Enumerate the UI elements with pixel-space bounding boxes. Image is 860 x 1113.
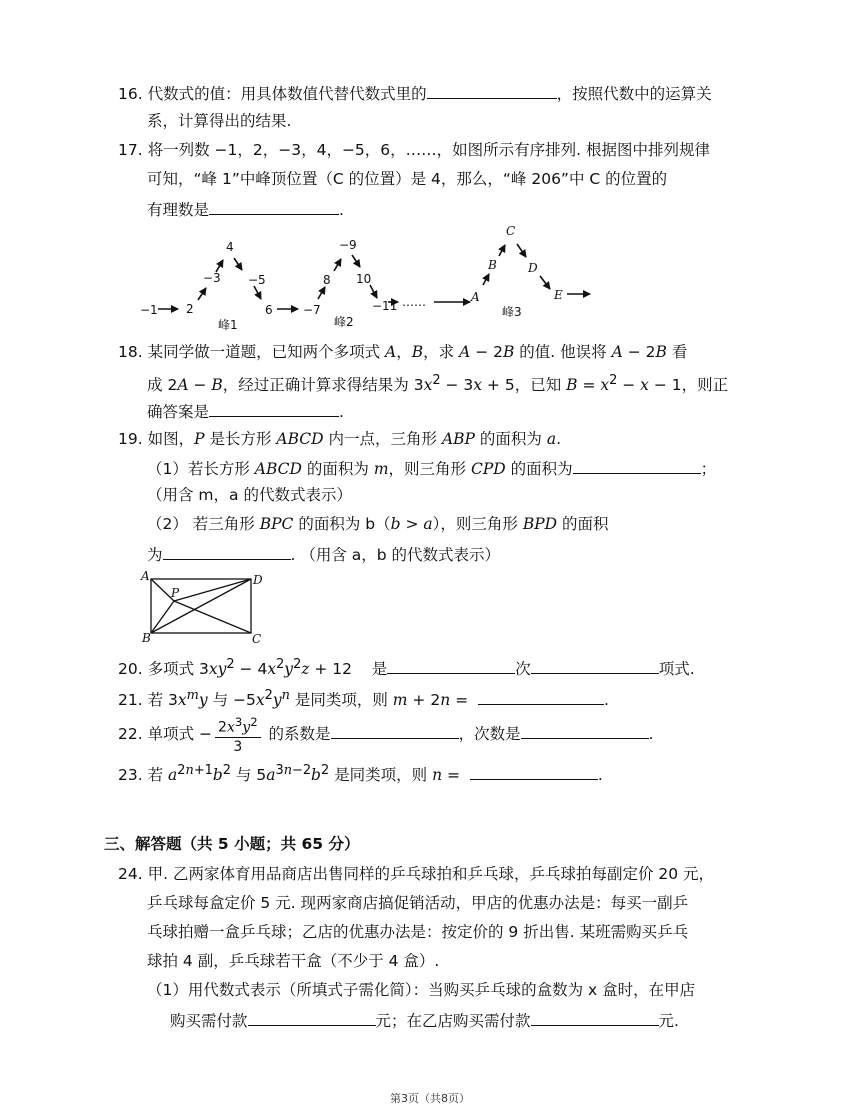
q21-number: 21. — [118, 691, 143, 710]
q19-line2: （1）若长方形 ABCD 的面积为 m，则三角形 CPD 的面积为 ； — [147, 456, 716, 480]
q17-number: 17. — [118, 141, 143, 159]
fig17-letter-D: D — [528, 261, 538, 275]
fig17-num-minus11: −11 — [372, 299, 398, 313]
q17-line1: 17. 将一列数 −1，2，−3，4，−5，6，……，如图所示有序排列. 根据图中排列规律 — [118, 141, 711, 159]
q19-line5: 为 . （用含 a，b 的代数式表示） — [147, 542, 500, 566]
q24-line6: 购买需付款 元；在乙店购买需付款 元. — [170, 1008, 679, 1032]
q22-line: 22. 单项式 − $\frac{2x^3y^2}{3}$ 的系数是 ，次数是 . — [118, 715, 654, 755]
fig19-label-D: D — [253, 573, 263, 587]
rectangle-figure — [138, 568, 268, 648]
q16-line2: 系，计算得出的结果. — [147, 112, 292, 130]
fig17-dots: …… — [402, 295, 426, 309]
fig17-peak1: 峰1 — [218, 318, 238, 332]
fig19-label-A: A — [141, 569, 150, 583]
q23-number: 23. — [118, 766, 143, 785]
fig17-peak2: 峰2 — [334, 315, 354, 329]
q19-line4: （2） 若三角形 BPC 的面积为 b（b > a），则三角形 BPD 的面积 — [147, 515, 609, 533]
q16-line1: 16. 代数式的值：用具体数值代替代数式里的 ，按照代数中的运算关 — [118, 81, 712, 105]
q18-line1: 18. 某同学做一道题，已知两个多项式 A，B，求 A − 2B 的值. 他误将 A − 2B 看 — [118, 343, 688, 361]
fig17-num-minus3: −3 — [203, 271, 221, 285]
q19-number: 19. — [118, 430, 143, 448]
q18-line3: 确答案是 . — [147, 399, 344, 423]
q18-number: 18. — [118, 343, 143, 361]
q20-blank-2[interactable] — [531, 656, 659, 674]
q24-blank-2[interactable] — [531, 1008, 659, 1026]
q24-line2: 乒乓球每盒定价 5 元. 现两家商店搞促销活动，甲店的优惠办法是：每买一副乒 — [147, 894, 689, 912]
fig17-num-minus9: −9 — [339, 238, 357, 252]
q17-line2: 可知，“峰 1”中峰顶位置（C 的位置）是 4，那么，“峰 206”中 C 的位置的 — [147, 170, 668, 188]
q19-line1: 19. 如图，P 是长方形 ABCD 内一点，三角形 ABP 的面积为 a. — [118, 430, 561, 448]
q19-blank-1[interactable] — [573, 456, 701, 474]
q23-blank[interactable] — [470, 762, 598, 780]
fig17-letter-B: B — [488, 258, 497, 272]
q21-blank[interactable] — [478, 687, 604, 705]
q20-number: 20. — [118, 660, 143, 679]
q18-line2: 成 2A − B，经过正确计算求得结果为 $3x^2 - 3x + 5$，已知 $B = x^2 - x - 1$，则正 — [147, 373, 729, 395]
q16-blank[interactable] — [427, 81, 557, 99]
fig17-num-6: 6 — [265, 303, 273, 317]
fig17-num-2: 2 — [186, 302, 194, 316]
fig19-label-P: P — [171, 586, 180, 600]
q22-blank-2[interactable] — [521, 721, 649, 739]
section-heading: 三、解答题（共 5 小题；共 65 分） — [104, 835, 360, 853]
q23-line: 23. 若 $a^{2n+1}b^2$ 与 $5a^{3n-2}b^2$ 是同类项，则 n = . — [118, 763, 603, 785]
q24-line3: 乓球拍赠一盒乒乓球；乙店的优惠办法是：按定价的 9 折出售. 某班需购买乒乓 — [147, 923, 689, 941]
q20-blank-1[interactable] — [387, 656, 515, 674]
fig17-num-4: 4 — [226, 240, 234, 254]
q24-line5: （1）用代数式表示（所填式子需化简）：当购买乒乓球的盒数为 x 盒时，在甲店 — [147, 981, 696, 999]
q24-line4: 球拍 4 副，乒乓球若干盒（不少于 4 盒）. — [147, 952, 440, 970]
q16-number: 16. — [118, 85, 143, 103]
q19-line3: （用含 m，a 的代数式表示） — [147, 486, 352, 504]
fig17-num-minus1: −1 — [140, 303, 158, 317]
fig19-label-B: B — [142, 631, 151, 645]
fig17-peak3: 峰3 — [502, 305, 522, 319]
q19-blank-2[interactable] — [163, 542, 291, 560]
fig17-num-minus7: −7 — [303, 303, 321, 317]
q17-line3: 有理数是 . — [147, 197, 344, 221]
q20-line: 20. 多项式 $3xy^2 - 4x^2y^2z + 12$ 是 次 项式. — [118, 657, 695, 679]
fig17-letter-E: E — [554, 288, 563, 302]
q17-blank[interactable] — [209, 197, 339, 215]
fig17-num-minus5: −5 — [248, 273, 266, 287]
fig17-num-10: 10 — [356, 272, 372, 286]
q22-blank-1[interactable] — [331, 721, 459, 739]
fig19-label-C: C — [252, 632, 262, 646]
q24-number: 24. — [118, 865, 143, 883]
q21-line: 21. 若 $3x^my$ 与 $-5x^2y^n$ 是同类项，则 m + 2n = . — [118, 688, 609, 710]
q24-blank-1[interactable] — [248, 1008, 376, 1026]
fig17-letter-A: A — [471, 290, 480, 304]
fig17-letter-C: C — [506, 224, 516, 238]
page-footer: 第3页（共8页） — [390, 1092, 470, 1105]
fig17-num-8: 8 — [323, 273, 331, 287]
q24-line1: 24. 甲. 乙两家体育用品商店出售同样的乒乓球拍和乒乓球，乒乓球拍每副定价 20 元， — [118, 865, 715, 883]
peaks-figure — [130, 222, 600, 334]
q22-number: 22. — [118, 725, 143, 743]
q18-blank[interactable] — [209, 399, 339, 417]
